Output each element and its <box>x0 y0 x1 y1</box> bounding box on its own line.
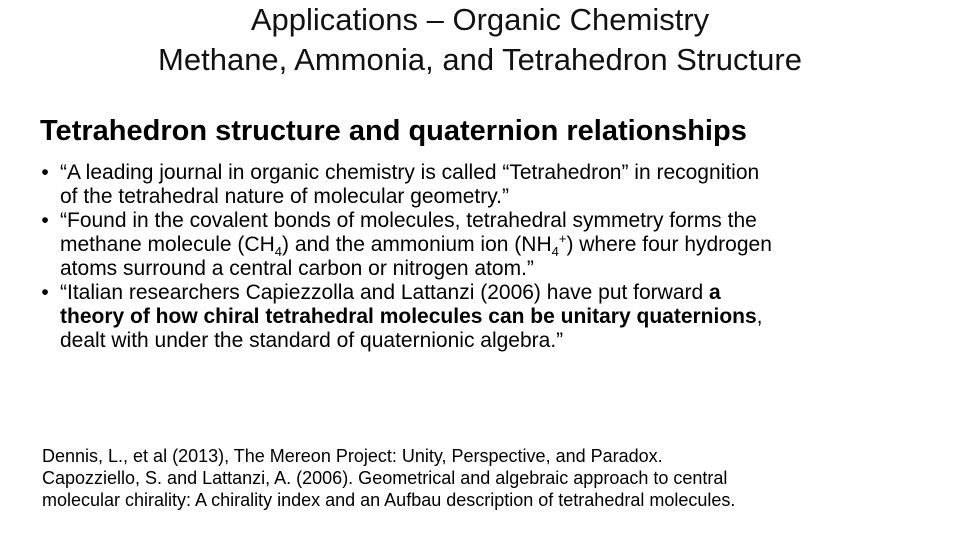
bullet-text-line: “Found in the covalent bonds of molecules, tetrahedral symmetry forms the <box>60 209 757 232</box>
bullet-text-line: dealt with under the standard of quaternionic algebra.” <box>60 329 564 352</box>
text-segment: ) where four hydrogen <box>566 233 772 256</box>
bullet-dot-icon: • <box>41 161 49 184</box>
bullet-item-italian-researchers <box>30 281 950 353</box>
bullet-text-line: of the tetrahedral nature of molecular geometry.” <box>60 185 510 208</box>
bullet-item-covalent-bonds <box>30 209 950 281</box>
section-heading: Tetrahedron structure and quaternion relationships <box>40 115 747 147</box>
bold-text-segment: a <box>709 281 721 304</box>
subscript: 4 <box>274 244 282 260</box>
slide-title-line-1: Applications – Organic Chemistry <box>250 2 710 37</box>
reference-line: molecular chirality: A chirality index and an Aufbau description of tetrahedral molecules. <box>42 490 736 510</box>
bullet-text-line: atoms surround a central carbon or nitrogen atom.” <box>60 257 534 280</box>
references <box>42 445 735 511</box>
bullet-list <box>30 161 950 353</box>
bullet-text-line <box>60 281 950 305</box>
bullet-dot-icon: • <box>41 209 49 232</box>
text-segment: “Italian researchers Capiezzolla and Lattanzi (2006) have put forward <box>60 281 710 304</box>
slide-title-line-2: Methane, Ammonia, and Tetrahedron Structure <box>158 42 802 77</box>
bullet-text-line <box>60 305 950 329</box>
text-segment: methane molecule (CH <box>60 233 275 256</box>
text-segment: , <box>756 305 763 328</box>
bullet-text-line-formulas <box>60 231 950 260</box>
reference-line: Capozziello, S. and Lattanzi, A. (2006). Geometrical and algebraic approach to central <box>42 468 728 488</box>
subscript: 4 <box>551 244 559 260</box>
superscript: + <box>558 231 567 246</box>
bullet-item-journal <box>30 161 950 209</box>
reference-line: Dennis, L., et al (2013), The Mereon Project: Unity, Perspective, and Paradox. <box>42 446 663 466</box>
bullet-dot-icon: • <box>41 281 49 304</box>
text-segment: ) and the ammonium ion (NH <box>282 233 552 256</box>
slide-title <box>40 0 920 80</box>
bold-text-segment: theory of how chiral tetrahedral molecules can be unitary quaternions <box>60 305 757 328</box>
bullet-text-line: “A leading journal in organic chemistry is called “Tetrahedron” in recognition <box>60 161 760 184</box>
